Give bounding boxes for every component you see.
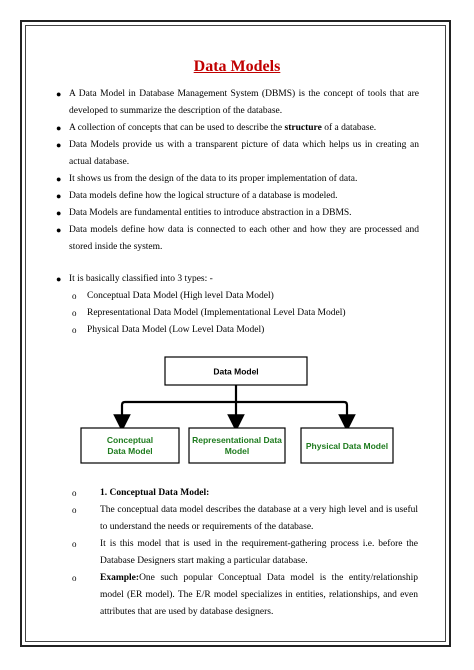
type-text: Conceptual Data Model (High level Data Model) [87,291,274,301]
type-text: Physical Data Model (Low Level Data Model) [87,325,265,335]
bullet-dot-icon: ● [56,191,62,201]
bullet-dot-icon: ● [56,174,62,184]
circle-bullet-icon: o [72,308,77,318]
circle-bullet-icon: o [72,325,77,335]
example-text: One such popular Conceptual Data model is the entity/relationship model (ER model). The E/R model specializes in entities, relationships, and even attributes that are used by database designers. [100,573,418,617]
connector-arrow [236,402,347,423]
bullet-dot-icon: ● [56,225,62,235]
conceptual-node-label: Conceptual [106,435,154,445]
physical-node-label: Physical Data Model [305,441,389,451]
section-heading-text: 1. Conceptual Data Model: [100,488,210,498]
bullet-text: Data models define how data is connected to each other and how they are processed and stored inside the system. [69,225,419,252]
circle-bullet-icon: o [72,505,77,515]
page-title: Data Models [193,58,281,75]
bullet-text: A collection of concepts that can be used to describe the [69,123,283,133]
bullet-text: Data Models are fundamental entities to introduce abstraction in a DBMS. [69,208,352,218]
bullet-text: A Data Model in Database Management System (DBMS) is the concept of tools that are developed to summarize the description of the database. [69,89,419,116]
bullet-text: Data Models provide us with a transparent picture of data which helps us in creating an actual database. [69,140,419,167]
section-item [72,570,418,621]
root-node-label: Data Model [213,366,259,377]
bullet-text: It shows us from the design of the data to its proper implementation of data. [69,174,358,184]
circle-bullet-icon: o [72,291,77,301]
circle-bullet-icon: o [72,573,77,583]
connector-arrow [122,402,236,423]
circle-bullet-icon: o [72,488,77,498]
bullet-dot-icon: ● [56,274,62,284]
circle-bullet-icon: o [72,539,77,549]
bullet-dot-icon: ● [56,208,62,218]
representational-node-label: Model [224,446,250,456]
bullet-bold-text: structure [284,123,322,133]
bullet-dot-icon: ● [56,123,62,133]
bullet-text: Data models define how the logical structure of a database is modeled. [69,191,338,201]
section-item [72,536,418,570]
section-heading [72,485,418,502]
bullet-dot-icon: ● [56,89,62,99]
section-item-text: It is this model that is used in the requirement-gathering process i.e. before the Database Designers start making a particular database. [100,539,418,566]
example-label: Example: [100,573,140,583]
bullet-dot-icon: ● [56,140,62,150]
section-item-text: The conceptual data model describes the database at a very high level and is useful to understand the needs or requirements of the database. [100,505,418,532]
conceptual-node-label: Data Model [107,446,153,456]
representational-node-label: Representational Data [192,435,282,445]
bullet-text: It is basically classified into 3 types: - [69,274,213,284]
section-item [72,502,418,536]
type-text: Representational Data Model (Implementational Level Data Model) [87,308,346,318]
bullet-text-tail: of a database. [321,123,377,133]
